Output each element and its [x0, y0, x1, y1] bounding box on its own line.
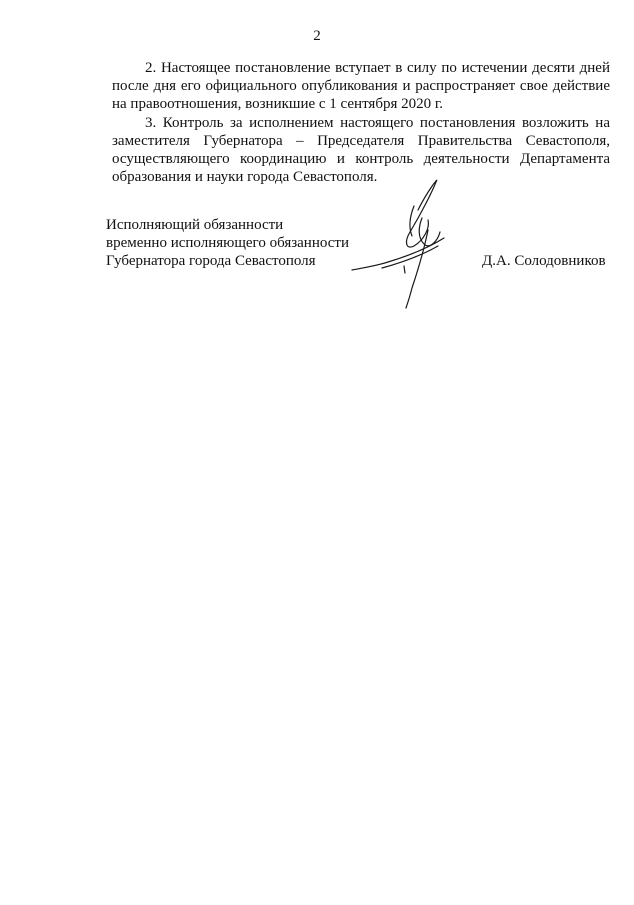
position-line-2: временно исполняющего обязанности — [106, 235, 349, 252]
position-line-3: Губернатора города Севастополя — [106, 253, 316, 270]
paragraph-3: 3. Контроль за исполнением настоящего постановления возложить на заместителя Губернатора – Председателя Правительства Севастополя, осуществляющего координацию и контроль деятельности Департамента образования и науки города Севастополя. — [112, 114, 610, 186]
signer-name: Д.А. Солодовников — [482, 253, 606, 269]
paragraph-2: 2. Настоящее постановление вступает в силу по истечении десяти дней после дня его официального опубликования и распространяет свое действие на правоотношения, возникшие с 1 сентября 2020 г. — [112, 60, 610, 113]
page-number: 2 — [313, 28, 321, 44]
signatory-position — [106, 216, 349, 271]
document-body — [112, 59, 610, 186]
handwritten-signature — [348, 170, 458, 315]
position-line-1: Исполняющий обязанности — [106, 217, 284, 233]
